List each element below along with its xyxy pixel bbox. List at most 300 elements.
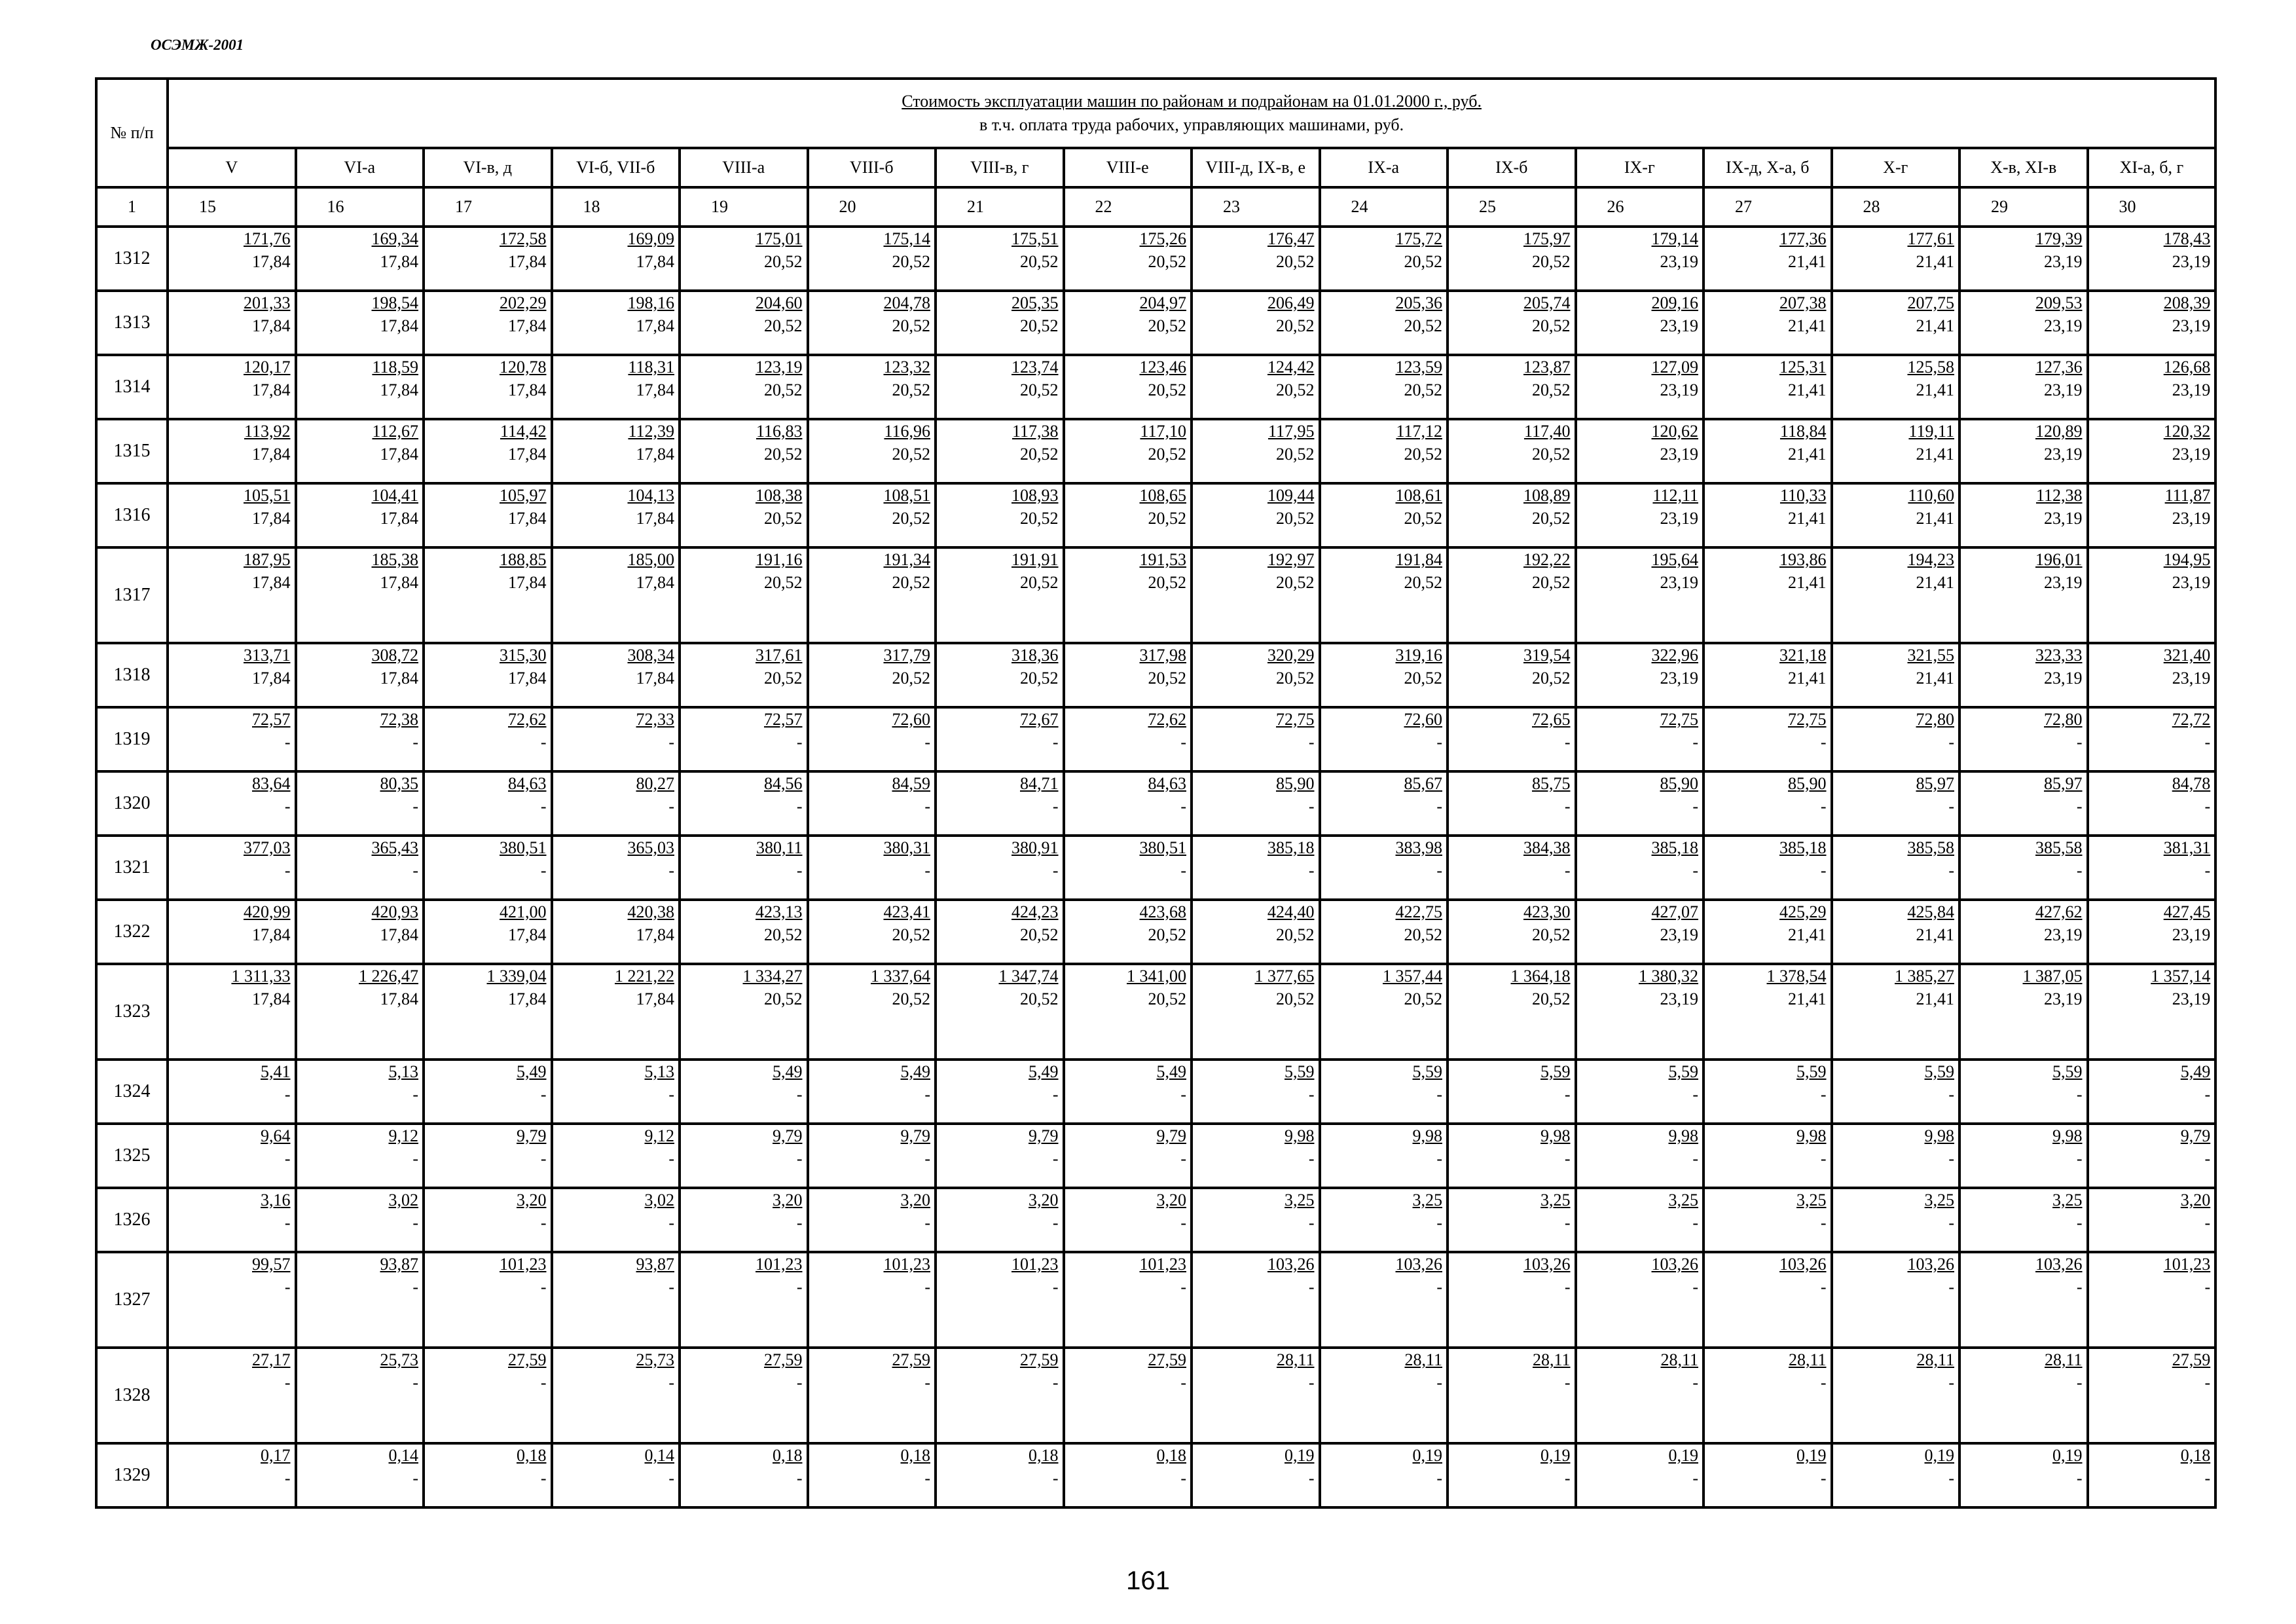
- value-cell: [1576, 1348, 1704, 1443]
- value-cell: [168, 1060, 296, 1124]
- value-cell: [424, 643, 552, 707]
- operating-cost-value: 101,23: [1139, 1255, 1186, 1274]
- operator-wage-value: -: [2076, 733, 2083, 752]
- operator-wage-value: -: [1948, 1213, 1954, 1232]
- value-cell: [1832, 355, 1960, 419]
- value-cell: [1192, 900, 1320, 964]
- value-cell: [680, 1443, 808, 1507]
- table-row: [96, 900, 2215, 964]
- operating-cost-value: 5,13: [388, 1062, 418, 1081]
- operator-wage-value: -: [1692, 1085, 1698, 1104]
- operator-wage-value: 21,41: [1788, 509, 1827, 528]
- value-cell: [552, 1124, 680, 1188]
- operator-wage-value: -: [1308, 1469, 1315, 1488]
- operating-cost-value: 318,36: [1011, 646, 1059, 665]
- value-cell: [1064, 355, 1192, 419]
- operator-wage-value: 17,84: [508, 316, 547, 335]
- value-cell: [1320, 1188, 1448, 1252]
- value-cell: [1704, 900, 1832, 964]
- operating-cost-value: 205,36: [1395, 293, 1442, 312]
- value-cell: [808, 836, 936, 900]
- value-cell: [424, 1124, 552, 1188]
- operating-cost-value: 5,59: [1285, 1062, 1315, 1081]
- operator-wage-value: -: [1692, 797, 1698, 816]
- operating-cost-value: 93,87: [380, 1255, 418, 1274]
- value-cell: [1448, 1060, 1576, 1124]
- operator-wage-value: -: [668, 1213, 674, 1232]
- value-cell: [680, 355, 808, 419]
- operating-cost-value: 207,38: [1779, 293, 1827, 312]
- operator-wage-value: 21,41: [1916, 380, 1954, 399]
- value-cell: [552, 1443, 680, 1507]
- operator-wage-value: 20,52: [892, 380, 930, 399]
- operating-cost-value: 126,68: [2163, 358, 2211, 377]
- value-cell: [680, 771, 808, 836]
- operating-cost-value: 9,12: [644, 1126, 674, 1145]
- table-title-line1: Стоимость эксплуатации машин по районам и подрайонам на 01.01.2000 г., руб.: [902, 92, 1482, 111]
- operator-wage-value: 20,52: [1020, 316, 1059, 335]
- value-cell: [1192, 771, 1320, 836]
- operator-wage-value: -: [1564, 733, 1571, 752]
- operator-wage-value: 17,84: [636, 989, 674, 1008]
- value-cell: [808, 964, 936, 1060]
- value-cell: [1959, 227, 2088, 291]
- operator-wage-value: 17,84: [508, 445, 547, 464]
- operator-wage-value: 23,19: [2172, 925, 2211, 944]
- operating-cost-value: 108,65: [1139, 486, 1186, 505]
- operating-cost-value: 0,18: [773, 1446, 803, 1465]
- operating-cost-value: 113,92: [244, 422, 291, 441]
- operator-wage-value: 20,52: [1276, 509, 1315, 528]
- column-header: XI-а, б, г: [2088, 148, 2216, 187]
- operator-wage-value: 20,52: [764, 925, 803, 944]
- operator-wage-value: 20,52: [1148, 925, 1186, 944]
- value-cell: [2088, 1124, 2216, 1188]
- table-row: [96, 227, 2215, 291]
- value-cell: [168, 707, 296, 771]
- row-id: 1326: [96, 1188, 168, 1252]
- value-cell: [168, 836, 296, 900]
- operating-cost-value: 85,75: [1532, 774, 1571, 793]
- operating-cost-value: 27,59: [1020, 1350, 1059, 1369]
- operating-cost-value: 1 378,54: [1766, 967, 1827, 986]
- value-cell: [1832, 771, 1960, 836]
- operator-wage-value: -: [1180, 1085, 1186, 1104]
- value-cell: [552, 900, 680, 964]
- operator-wage-value: -: [796, 797, 803, 816]
- operating-cost-value: 85,97: [1916, 774, 1954, 793]
- operating-cost-value: 123,87: [1523, 358, 1571, 377]
- value-cell: [1959, 900, 2088, 964]
- value-cell: [1320, 1124, 1448, 1188]
- operator-wage-value: -: [1564, 797, 1571, 816]
- operating-cost-value: 5,49: [517, 1062, 547, 1081]
- operating-cost-value: 209,53: [2035, 293, 2083, 312]
- operator-wage-value: -: [924, 1149, 930, 1168]
- operating-cost-value: 321,55: [1907, 646, 1954, 665]
- operator-wage-value: -: [1692, 733, 1698, 752]
- value-cell: [1704, 836, 1832, 900]
- operator-wage-value: -: [1436, 1469, 1442, 1488]
- operator-wage-value: 20,52: [1020, 669, 1059, 688]
- operator-wage-value: 20,52: [892, 316, 930, 335]
- operator-wage-value: -: [540, 797, 547, 816]
- value-cell: [808, 900, 936, 964]
- value-cell: [2088, 227, 2216, 291]
- operator-wage-value: -: [540, 1469, 547, 1488]
- operating-cost-value: 196,01: [2035, 550, 2083, 569]
- operating-cost-value: 72,75: [1788, 710, 1827, 729]
- value-cell: [168, 964, 296, 1060]
- value-cell: [1704, 643, 1832, 707]
- operating-cost-value: 202,29: [500, 293, 547, 312]
- value-cell: [1704, 1188, 1832, 1252]
- table-row: [96, 419, 2215, 483]
- value-cell: [2088, 964, 2216, 1060]
- value-cell: [680, 1348, 808, 1443]
- value-cell: [552, 964, 680, 1060]
- value-cell: [1192, 1060, 1320, 1124]
- value-cell: [1832, 1188, 1960, 1252]
- value-cell: [168, 1348, 296, 1443]
- column-number: 28: [1832, 187, 1960, 227]
- operator-wage-value: -: [924, 1085, 930, 1104]
- operator-wage-value: -: [1948, 797, 1954, 816]
- operator-wage-value: -: [412, 1085, 418, 1104]
- operator-wage-value: -: [1692, 1149, 1698, 1168]
- operating-cost-value: 3,25: [2052, 1190, 2083, 1209]
- operating-cost-value: 123,19: [756, 358, 803, 377]
- operator-wage-value: 23,19: [2044, 573, 2083, 592]
- value-cell: [1959, 964, 2088, 1060]
- value-cell: [808, 547, 936, 643]
- operating-cost-value: 3,02: [644, 1190, 674, 1209]
- operating-cost-value: 178,43: [2163, 229, 2211, 248]
- operating-cost-value: 179,39: [2035, 229, 2083, 248]
- value-cell: [296, 771, 424, 836]
- operator-wage-value: -: [1308, 1213, 1315, 1232]
- operating-cost-value: 0,19: [1285, 1446, 1315, 1465]
- operator-wage-value: -: [1436, 1149, 1442, 1168]
- value-cell: [680, 1188, 808, 1252]
- operator-wage-value: 23,19: [1660, 380, 1698, 399]
- operating-cost-value: 308,72: [371, 646, 418, 665]
- operating-cost-value: 0,19: [1924, 1446, 1954, 1465]
- operating-cost-value: 9,98: [1412, 1126, 1442, 1145]
- operator-wage-value: 20,52: [1532, 989, 1571, 1008]
- value-cell: [1832, 1060, 1960, 1124]
- value-cell: [296, 707, 424, 771]
- value-cell: [424, 707, 552, 771]
- operating-cost-value: 5,59: [1924, 1062, 1954, 1081]
- operating-cost-value: 125,58: [1907, 358, 1954, 377]
- operator-wage-value: 20,52: [764, 380, 803, 399]
- operating-cost-value: 0,18: [517, 1446, 547, 1465]
- value-cell: [808, 1060, 936, 1124]
- operating-cost-value: 80,35: [380, 774, 418, 793]
- operator-wage-value: 21,41: [1788, 925, 1827, 944]
- value-cell: [1064, 419, 1192, 483]
- operating-cost-value: 205,35: [1011, 293, 1059, 312]
- operating-cost-value: 5,49: [773, 1062, 803, 1081]
- value-cell: [1192, 547, 1320, 643]
- operator-wage-value: 21,41: [1788, 989, 1827, 1008]
- value-cell: [296, 1060, 424, 1124]
- operator-wage-value: -: [668, 733, 674, 752]
- operator-wage-value: -: [1180, 797, 1186, 816]
- operator-wage-value: -: [1308, 1149, 1315, 1168]
- table-row: [96, 1124, 2215, 1188]
- operator-wage-value: -: [2076, 1469, 2083, 1488]
- operator-wage-value: 23,19: [2172, 445, 2211, 464]
- column-header: IX-а: [1320, 148, 1448, 187]
- operating-cost-value: 185,38: [371, 550, 418, 569]
- operating-cost-value: 191,34: [883, 550, 930, 569]
- value-cell: [1320, 1443, 1448, 1507]
- operator-wage-value: -: [1436, 1213, 1442, 1232]
- value-cell: [296, 419, 424, 483]
- operator-wage-value: -: [1692, 1469, 1698, 1488]
- operating-cost-value: 193,86: [1779, 550, 1827, 569]
- operator-wage-value: -: [2204, 1149, 2211, 1168]
- operator-wage-value: 20,52: [1404, 316, 1442, 335]
- value-cell: [296, 291, 424, 355]
- operator-wage-value: -: [1564, 1469, 1571, 1488]
- operator-wage-value: -: [2204, 1373, 2211, 1392]
- row-id: 1327: [96, 1252, 168, 1348]
- operating-cost-value: 85,67: [1404, 774, 1442, 793]
- column-header: V: [168, 148, 296, 187]
- operator-wage-value: 17,84: [508, 252, 547, 271]
- operator-wage-value: 20,52: [892, 445, 930, 464]
- operator-wage-value: 20,52: [1020, 445, 1059, 464]
- operator-wage-value: 20,52: [892, 989, 930, 1008]
- operator-wage-value: 20,52: [1532, 669, 1571, 688]
- operating-cost-value: 385,18: [1779, 838, 1827, 857]
- value-cell: [1192, 1443, 1320, 1507]
- operating-cost-value: 28,11: [1660, 1350, 1698, 1369]
- row-id: 1317: [96, 547, 168, 643]
- column-header: VIII-д, IX-в, е: [1192, 148, 1320, 187]
- operating-cost-value: 9,79: [2180, 1126, 2211, 1145]
- value-cell: [680, 227, 808, 291]
- operator-wage-value: -: [1820, 861, 1827, 880]
- value-cell: [1448, 1252, 1576, 1348]
- value-cell: [1192, 419, 1320, 483]
- operator-wage-value: -: [668, 1469, 674, 1488]
- value-cell: [936, 291, 1064, 355]
- operating-cost-value: 5,59: [1540, 1062, 1571, 1081]
- value-cell: [1832, 1124, 1960, 1188]
- value-cell: [2088, 1252, 2216, 1348]
- operator-wage-value: -: [1820, 1149, 1827, 1168]
- operating-cost-value: 383,98: [1395, 838, 1442, 857]
- value-cell: [424, 964, 552, 1060]
- value-cell: [1448, 900, 1576, 964]
- operator-wage-value: -: [1308, 1085, 1315, 1104]
- operator-wage-value: 20,52: [892, 252, 930, 271]
- value-cell: [808, 707, 936, 771]
- operating-cost-value: 206,49: [1267, 293, 1315, 312]
- table-row: [96, 836, 2215, 900]
- operating-cost-value: 207,75: [1907, 293, 1954, 312]
- operator-wage-value: -: [412, 733, 418, 752]
- operator-wage-value: -: [2076, 797, 2083, 816]
- operating-cost-value: 9,79: [517, 1126, 547, 1145]
- operating-cost-value: 191,53: [1139, 550, 1186, 569]
- operating-cost-value: 201,33: [244, 293, 291, 312]
- operating-cost-value: 72,60: [1404, 710, 1442, 729]
- operating-cost-value: 315,30: [500, 646, 547, 665]
- operator-wage-value: 17,84: [636, 509, 674, 528]
- operator-wage-value: -: [1436, 797, 1442, 816]
- value-cell: [680, 1124, 808, 1188]
- value-cell: [1448, 964, 1576, 1060]
- operating-cost-value: 172,58: [500, 229, 547, 248]
- operating-cost-value: 0,18: [2180, 1446, 2211, 1465]
- value-cell: [168, 1443, 296, 1507]
- value-cell: [936, 419, 1064, 483]
- operating-cost-value: 204,60: [756, 293, 803, 312]
- operator-wage-value: -: [1180, 1469, 1186, 1488]
- operating-cost-value: 101,23: [2163, 1255, 2211, 1274]
- operating-cost-value: 0,14: [644, 1446, 674, 1465]
- operating-cost-value: 108,89: [1523, 486, 1571, 505]
- operator-wage-value: 21,41: [1916, 445, 1954, 464]
- operator-wage-value: 20,52: [1532, 509, 1571, 528]
- operator-wage-value: 17,84: [636, 445, 674, 464]
- value-cell: [680, 964, 808, 1060]
- value-cell: [1704, 707, 1832, 771]
- operating-cost-value: 1 357,14: [2151, 967, 2211, 986]
- operating-cost-value: 3,25: [1924, 1190, 1954, 1209]
- operator-wage-value: 21,41: [1916, 252, 1954, 271]
- operator-wage-value: 21,41: [1788, 380, 1827, 399]
- value-cell: [1192, 1124, 1320, 1188]
- value-cell: [1832, 1252, 1960, 1348]
- operator-wage-value: -: [1564, 1213, 1571, 1232]
- value-cell: [1192, 291, 1320, 355]
- value-cell: [424, 1252, 552, 1348]
- value-cell: [552, 419, 680, 483]
- operating-cost-value: 112,11: [1652, 486, 1698, 505]
- operating-cost-value: 0,14: [388, 1446, 418, 1465]
- value-cell: [2088, 1188, 2216, 1252]
- operating-cost-value: 120,89: [2035, 422, 2083, 441]
- operator-wage-value: -: [284, 861, 291, 880]
- operator-wage-value: -: [284, 1373, 291, 1392]
- operating-cost-value: 109,44: [1267, 486, 1315, 505]
- operating-cost-value: 9,12: [388, 1126, 418, 1145]
- operating-cost-value: 104,41: [371, 486, 418, 505]
- value-cell: [1320, 1060, 1448, 1124]
- operating-cost-value: 380,51: [500, 838, 547, 857]
- operator-wage-value: -: [284, 1469, 291, 1488]
- operator-wage-value: 17,84: [380, 669, 418, 688]
- operator-wage-value: -: [796, 1085, 803, 1104]
- operating-cost-value: 365,43: [371, 838, 418, 857]
- operating-cost-value: 0,19: [1796, 1446, 1827, 1465]
- value-cell: [1576, 291, 1704, 355]
- operating-cost-value: 0,19: [1668, 1446, 1698, 1465]
- operator-wage-value: 20,52: [1404, 445, 1442, 464]
- operating-cost-value: 5,59: [2052, 1062, 2083, 1081]
- operating-cost-value: 321,18: [1779, 646, 1827, 665]
- value-cell: [1704, 1124, 1832, 1188]
- operator-wage-value: -: [1052, 1469, 1059, 1488]
- value-cell: [168, 1124, 296, 1188]
- operating-cost-value: 313,71: [244, 646, 291, 665]
- operator-wage-value: 17,84: [380, 316, 418, 335]
- operator-wage-value: -: [796, 1278, 803, 1297]
- table-row: [96, 547, 2215, 643]
- value-cell: [936, 1188, 1064, 1252]
- operating-cost-value: 317,61: [756, 646, 803, 665]
- operating-cost-value: 112,67: [372, 422, 418, 441]
- operating-cost-value: 83,64: [252, 774, 291, 793]
- value-cell: [552, 1060, 680, 1124]
- row-id: 1329: [96, 1443, 168, 1507]
- operator-wage-value: -: [284, 1085, 291, 1104]
- operator-wage-value: -: [1052, 1278, 1059, 1297]
- row-id: 1324: [96, 1060, 168, 1124]
- operating-cost-value: 72,33: [636, 710, 674, 729]
- operating-cost-value: 9,79: [900, 1126, 930, 1145]
- value-cell: [680, 547, 808, 643]
- value-cell: [552, 483, 680, 547]
- operator-wage-value: -: [796, 1469, 803, 1488]
- operator-wage-value: 23,19: [2044, 509, 2083, 528]
- value-cell: [1064, 1443, 1192, 1507]
- value-cell: [808, 1252, 936, 1348]
- value-cell: [168, 643, 296, 707]
- operator-wage-value: -: [668, 1149, 674, 1168]
- value-cell: [1064, 707, 1192, 771]
- operating-cost-value: 25,73: [380, 1350, 418, 1369]
- value-cell: [552, 547, 680, 643]
- value-cell: [936, 1443, 1064, 1507]
- operating-cost-value: 117,10: [1140, 422, 1186, 441]
- operating-cost-value: 117,38: [1011, 422, 1059, 441]
- operating-cost-value: 108,51: [883, 486, 930, 505]
- table-row: [96, 291, 2215, 355]
- value-cell: [2088, 771, 2216, 836]
- operator-wage-value: 20,52: [1532, 316, 1571, 335]
- operator-wage-value: -: [284, 733, 291, 752]
- operating-cost-value: 209,16: [1651, 293, 1698, 312]
- value-cell: [424, 227, 552, 291]
- value-cell: [808, 1188, 936, 1252]
- value-cell: [1576, 483, 1704, 547]
- value-cell: [1576, 707, 1704, 771]
- value-cell: [552, 1348, 680, 1443]
- operator-wage-value: 23,19: [1660, 925, 1698, 944]
- value-cell: [1704, 771, 1832, 836]
- operator-wage-value: 20,52: [764, 573, 803, 592]
- value-cell: [296, 1252, 424, 1348]
- column-header: VI-б, VII-б: [552, 148, 680, 187]
- value-cell: [168, 419, 296, 483]
- value-cell: [1704, 1060, 1832, 1124]
- value-cell: [1320, 291, 1448, 355]
- operating-cost-value: 127,09: [1651, 358, 1698, 377]
- operating-cost-value: 84,56: [764, 774, 803, 793]
- operating-cost-value: 0,19: [2052, 1446, 2083, 1465]
- operator-wage-value: -: [1436, 1373, 1442, 1392]
- operator-wage-value: -: [1308, 1278, 1315, 1297]
- operator-wage-value: 17,84: [636, 925, 674, 944]
- operator-wage-value: -: [1180, 1278, 1186, 1297]
